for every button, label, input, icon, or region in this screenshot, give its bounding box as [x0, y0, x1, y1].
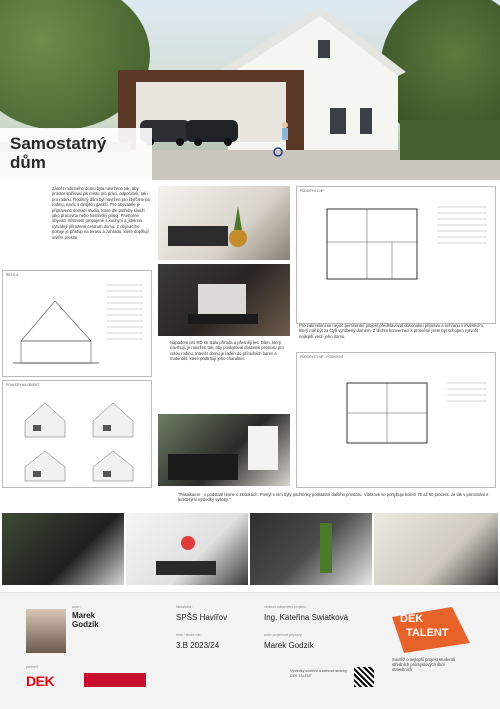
- footer: [0, 592, 500, 709]
- qr-note: Výsledky soutěže a webové stránky DEK TALENT: [290, 669, 347, 678]
- section-drawing: [2, 270, 152, 377]
- interior-photo-bath: [158, 414, 290, 486]
- floorplan-2np-label: PŮDORYS 2.NP - PODKROVÍ: [300, 355, 344, 359]
- strip-photo-bedroom: [126, 513, 248, 585]
- poster-title-line2: dům: [10, 153, 46, 172]
- section-sketch: [3, 271, 151, 376]
- quote-caption: "Pakaikaem - v podstatě teorie o zkratkách. Pomyl s ním byly podmínky podstatné dalšího prostoru. Vítězové se pohybuje kolem 70 až 80 procent. Je tak v porovnání s leckterými výsledky vysoký.": [178, 492, 489, 503]
- floorplan-1np: [296, 186, 496, 339]
- project-author-label: autor projektové přípravy:: [264, 633, 303, 637]
- dek-talent-bottom: TALENT: [406, 627, 449, 639]
- floorplan-1np-label: PŮDORYS 1.NP: [300, 189, 324, 193]
- author-avatar: [26, 609, 66, 653]
- title-box: [0, 128, 152, 180]
- author-label: autor:: [72, 605, 81, 609]
- elevations-drawing: [2, 380, 152, 488]
- school-value: SPŠS Havířov: [176, 613, 228, 622]
- dek-logo: DEK: [26, 673, 55, 689]
- strip-photo-stairs: [2, 513, 124, 585]
- dek-talent-logo: [392, 607, 470, 653]
- right-paragraph: Pro zakreslení se nejvíc pertinentní projekt představoval dokonalou přípravu a ochranu v investicím, který měl být za čtyři vyrobený domem. Z těchto konverzací k proměně jsem byl schopen vytvořit nejlepší verzi jeho domu.: [299, 323, 485, 339]
- partner-logo-red: [84, 673, 146, 687]
- project-author-value: Marek Godzík: [264, 641, 314, 650]
- mid-paragraph: Nápadem pro RD se stala příroda a přesněji les. Dům, který navrhuji, je navržen tak, aby poskytoval dostatek prostoru pro celou rodinu. Interiér domu je laděn do přírodních barev a materiálů, které podtrhují jeho charakter.: [170, 340, 284, 362]
- elevations-sketch: [3, 381, 151, 487]
- floorplan-2np: [296, 352, 496, 488]
- partner-label: partneři:: [26, 665, 39, 669]
- poster-title-line1: Samostatný: [10, 134, 107, 153]
- qr-code-icon: [354, 667, 374, 687]
- floorplan-1np-sketch: [297, 187, 495, 323]
- floorplan-2np-sketch: [297, 353, 495, 487]
- interior-photo-living: [158, 264, 290, 336]
- dek-talent-description: Soutěž o nejlepší projekt studentů středních průmyslových škol stavebních: [392, 657, 456, 673]
- teacher-label: vedoucí odborného projektu:: [264, 605, 307, 609]
- author-first-name: Marek: [72, 611, 96, 620]
- class-value: 3.B 2023/24: [176, 641, 220, 650]
- section-label: ŘEZ A-A: [6, 273, 19, 277]
- class-label: třída / školní rok:: [176, 633, 202, 637]
- author-last-name: Godzík: [72, 620, 99, 629]
- intro-paragraph: Záměr rodinného domu byla navrženo tak, aby prostor splňoval jak místo pro práci, odpočinek, tak i pro rodinu. Rodinný dům byl navržen pro čtyřčlennou rodinu, navíc s dvojitou garáží. Pro obyvatele je připraveno domácí studio, které dle potřeby slouží jako pracovna nebo hostinský pokoj. Prostorné obývací místnosti propojené s kuchyní a jídelnou vytvářejí přirozené centrum domu. Z obývacího pokoje je přístup na terasu a zahradu, které doplňují vnitřní prostor.: [52, 186, 151, 240]
- strip-photo-kitchen: [250, 513, 372, 585]
- interior-photo-kitchen: [158, 186, 290, 260]
- elevations-label: POHLEDY NA OBJEKT: [6, 383, 40, 387]
- strip-photo-hall: [374, 513, 498, 585]
- school-label: škola/obor:: [176, 605, 193, 609]
- hero-render-image: [0, 0, 500, 180]
- dek-talent-top: DEK: [400, 613, 424, 625]
- teacher-value: Ing. Kateřina Swiatková: [264, 613, 349, 622]
